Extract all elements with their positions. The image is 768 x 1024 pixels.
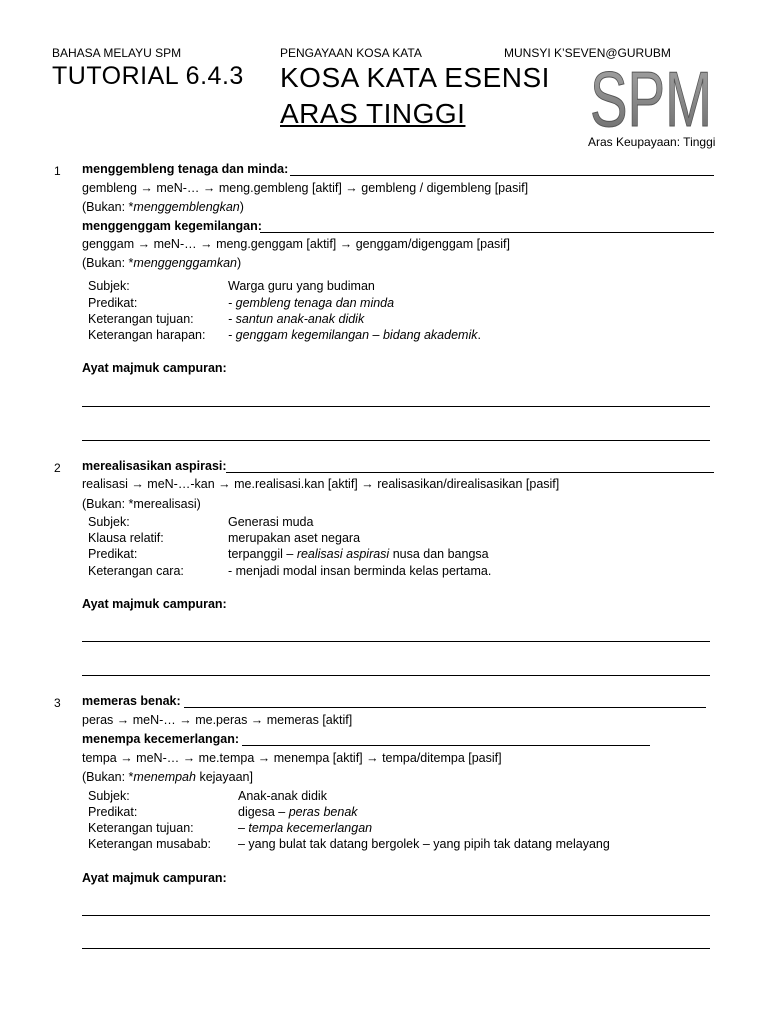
q3-derivation1: peras → meN-… → me.peras → memeras [aktif] — [82, 713, 353, 727]
q3-bukan: (Bukan: *menempah kejayaan] — [82, 770, 253, 784]
q3-answer-line2[interactable] — [242, 745, 650, 746]
q1-row-value: - genggam kegemilangan – bidang akademik. — [228, 328, 481, 342]
q2-row-value: Generasi muda — [228, 515, 314, 529]
q2-row-value: terpanggil – realisasi aspirasi nusa dan bangsa — [228, 547, 489, 561]
q1-row-value: - santun anak-anak didik — [228, 312, 365, 326]
q1-bukan2: (Bukan: *menggenggamkan) — [82, 256, 242, 270]
q2-row-label: Klausa relatif: — [88, 531, 164, 545]
q2-row-label: Predikat: — [88, 547, 138, 561]
q3-row-label: Subjek: — [88, 789, 130, 803]
q1-derivation1: gembleng → meN-… → meng.gembleng [aktif] → gembleng / digembleng [pasif] — [82, 181, 529, 195]
q3-row-value: digesa – peras benak — [238, 805, 358, 819]
q3-row-value: – yang bulat tak datang bergolek – yang pipih tak datang melayang — [238, 837, 610, 851]
q2-ayat-label: Ayat majmuk campuran: — [82, 597, 227, 611]
q1-row-label: Predikat: — [88, 296, 138, 310]
spm-logo — [588, 60, 716, 132]
q2-phrase1: merealisasikan aspirasi: — [82, 459, 227, 473]
q1-answer-line4[interactable] — [82, 440, 710, 441]
q1-row-label: Subjek: — [88, 279, 130, 293]
level-label: Aras Keupayaan: Tinggi — [588, 135, 716, 149]
q1-ayat-label: Ayat majmuk campuran: — [82, 361, 227, 375]
q1-phrase1: menggembleng tenaga dan minda: — [82, 162, 289, 176]
q1-row-value: Warga guru yang budiman — [228, 279, 375, 293]
q2-derivation1: realisasi → meN-…-kan → me.realisasi.kan [aktif] → realisasikan/direalisasikan [pasif] — [82, 477, 560, 491]
svg-text:SPM: SPM — [590, 60, 712, 132]
q3-row-value: Anak-anak didik — [238, 789, 327, 803]
q3-row-label: Keterangan tujuan: — [88, 821, 194, 835]
tutorial-title: TUTORIAL 6.4.3 — [52, 62, 244, 90]
q1-row-label: Keterangan harapan: — [88, 328, 206, 342]
question-number-3: 3 — [54, 696, 61, 710]
q2-row-value: - menjadi modal insan berminda kelas pertama. — [228, 564, 492, 578]
q1-row-value: - gembleng tenaga dan minda — [228, 296, 395, 310]
q3-derivation2: tempa → meN-… → me.tempa → menempa [aktif] → tempa/ditempa [pasif] — [82, 751, 502, 765]
question-number-1: 1 — [54, 164, 61, 178]
q1-answer-line2[interactable] — [260, 232, 714, 233]
q3-row-label: Predikat: — [88, 805, 138, 819]
q1-row-label: Keterangan tujuan: — [88, 312, 194, 326]
q2-answer-line2[interactable] — [82, 641, 710, 642]
q3-answer-line1[interactable] — [184, 707, 706, 708]
q3-phrase1: memeras benak: — [82, 694, 181, 708]
q3-answer-line3[interactable] — [82, 915, 710, 916]
q2-answer-line1[interactable] — [226, 472, 714, 473]
q2-row-label: Keterangan cara: — [88, 564, 184, 578]
q1-answer-line1[interactable] — [290, 175, 714, 176]
q3-ayat-label: Ayat majmuk campuran: — [82, 871, 227, 885]
q1-bukan1: (Bukan: *menggemblengkan) — [82, 200, 244, 214]
page-title-line2: ARAS TINGGI — [280, 98, 466, 129]
question-number-2: 2 — [54, 461, 61, 475]
q3-answer-line4[interactable] — [82, 948, 710, 949]
q3-row-label: Keterangan musabab: — [88, 837, 212, 851]
q2-answer-line3[interactable] — [82, 675, 710, 676]
q2-bukan1: (Bukan: *merealisasi) — [82, 497, 201, 511]
header-topic: PENGAYAAN KOSA KATA — [280, 46, 422, 60]
q2-row-value: merupakan aset negara — [228, 531, 361, 545]
q3-phrase2: menempa kecemerlangan: — [82, 732, 240, 746]
q2-row-label: Subjek: — [88, 515, 130, 529]
header-author: MUNSYI K’SEVEN@GURUBM — [504, 46, 671, 60]
q1-answer-line3[interactable] — [82, 406, 710, 407]
header-subject: BAHASA MELAYU SPM — [52, 46, 182, 60]
q3-row-value: – tempa kecemerlangan — [238, 821, 373, 835]
page-title-line1: KOSA KATA ESENSI — [280, 62, 550, 93]
q1-derivation2: genggam → meN-… → meng.genggam [aktif] → genggam/digenggam [pasif] — [82, 237, 510, 251]
q1-phrase2: menggenggam kegemilangan: — [82, 219, 262, 233]
